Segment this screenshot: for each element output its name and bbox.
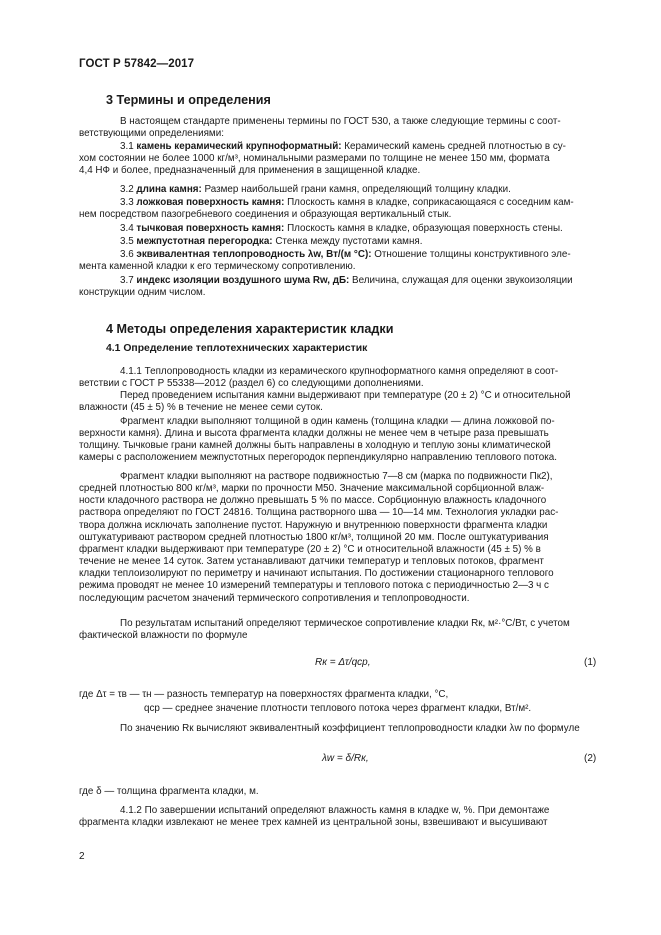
term-line: 3.7 индекс изоляции воздушного шума Rw, дБ: Величина, служащая для оценки звукоизоляции — [120, 275, 573, 286]
paragraph-mortar: Фрагмент кладки выполняют на растворе подвижностью 7—8 см (марка по подвижности Пк2), средней плотностью 800 кг/м³, марки по прочности М50. Значение максимальной сорбционной влаж- ности кладочного раствора не должно превышать 5 % по массе. Сорбционную влажность кладочного раствора определяют по ГОСТ 24816. Толщина растворного шва — 10—14 мм. Технология укладки рас- твора должна исключать заполнение пустот. Наружную и внутреннюю поверхности фрагмента кладки оштукатуривают раствором средней плотностью 1800 кг/м³, толщиной 20 мм. После оштукатуривания фрагмент кладки выдерживают при температуре (20 ± 2) °С и относительной влажности (45 ± 5) % в течение не менее 14 суток. Затем устанавливают датчики температур и тепловых потоков, фрагмент кладки теплоизолируют по периметру и начинают испытания. По достижении стационарного теплового режима проводят не менее 10 измерений температуры и теплового потока с периодичностью 2—3 ч с последующим расчетом значений термического сопротивления и теплопроводности. — [79, 471, 559, 604]
term-line: 3.6 эквивалентная теплопроводность λw, Вт/(м °С): Отношение толщины конструктивного эле- — [120, 249, 571, 260]
page-number: 2 — [79, 851, 85, 862]
term-line: 3.1 камень керамический крупноформатный: Керамический камень средней плотностью в су- — [120, 141, 566, 152]
term-line: 4,4 НФ и более, предназначенный для применения в защищенной кладке. — [79, 165, 421, 177]
where-1-line-1: где Δτ = τв — τн — разность температур на поверхностях фрагмента кладки, °С, — [79, 689, 449, 700]
term-3-6 — [79, 249, 600, 273]
formula-2-number: (2) — [584, 753, 597, 764]
term-3-4 — [79, 223, 600, 235]
term-line: 3.3 ложковая поверхность камня: Плоскость камня в кладке, соприкасающаяся с соседним кам- — [120, 197, 574, 208]
paragraph-results: По результатам испытаний определяют термическое сопротивление кладки Rк, м²·°С/Вт, с учетом фактической влажности по формуле — [79, 618, 570, 642]
paragraph-fragment: Фрагмент кладки выполняют толщиной в один камень (толщина кладки — длина ложковой по- верхности камня). Длина и высота фрагмента кладки должны не менее чем в четыре раза превышать толщину. Тычковые грани камней должны быть направлены в холодную и теплую зоны климатической камеры с расположением межпустотных перегородок перпендикулярно направлению теплового потока. — [79, 416, 557, 464]
term-line: конструкции одним числом. — [79, 287, 206, 299]
term-line: 3.2 длина камня: Размер наибольшей грани камня, определяющий толщину кладки. — [120, 184, 511, 195]
formula-1-number: (1) — [584, 657, 597, 668]
term-line: нем посредством пазогребневого соединения и образующая вертикальный стык. — [79, 209, 452, 221]
term-line: 3.4 тычковая поверхность камня: Плоскость камня в кладке, образующая поверхность стены. — [120, 223, 563, 234]
paragraph-4-1-1: 4.1.1 Теплопроводность кладки из керамического крупноформатного камня определяют в соот- ветствии с ГОСТ Р 55338—2012 (раздел 6) со следующими дополнениями. — [79, 366, 559, 390]
term-3-2 — [79, 184, 600, 196]
term-3-1 — [79, 141, 600, 177]
term-3-7 — [79, 275, 600, 299]
formula-2-intro: По значению Rк вычисляют эквивалентный коэффициент теплопроводности кладки λw по формуле — [120, 723, 580, 734]
section-4-title: 4 Методы определения характеристик кладки — [106, 322, 394, 336]
formula-1: Rк = Δτ/qср, — [315, 657, 371, 668]
where-2: где δ — толщина фрагмента кладки, м. — [79, 786, 259, 797]
section-4-1-subtitle: 4.1 Определение теплотехнических характеристик — [106, 343, 368, 354]
section-3-intro: В настоящем стандарте применены термины по ГОСТ 530, а также следующие термины с соот- ветствующими определениями: — [79, 116, 561, 140]
term-line: 3.5 межпустотная перегородка: Стенка между пустотами камня. — [120, 236, 423, 247]
standard-header: ГОСТ Р 57842—2017 — [79, 58, 195, 70]
paragraph-4-1-2: 4.1.2 По завершении испытаний определяют влажность камня в кладке w, %. При демонтаже фрагмента кладки извлекают не менее трех камней из центральной зоны, взвешивают и высушивают — [79, 805, 550, 829]
section-3-title: 3 Термины и определения — [106, 93, 271, 107]
term-line: мента каменной кладки к его термическому сопротивлению. — [79, 261, 356, 273]
term-3-5 — [79, 236, 600, 248]
formula-2: λw = δ/Rк, — [322, 753, 369, 764]
term-3-3 — [79, 197, 600, 221]
paragraph-conditioning: Перед проведением испытания камни выдерживают при температуре (20 ± 2) °С и относительной влажности (45 ± 5) % в течение не менее семи суток. — [79, 390, 571, 414]
where-1-line-2: qср — среднее значение плотности теплового потока через фрагмент кладки, Вт/м². — [144, 703, 532, 714]
term-line: хом состоянии не более 1000 кг/м³, номинальными размерами по толщине не менее 150 мм, формата — [79, 153, 550, 165]
